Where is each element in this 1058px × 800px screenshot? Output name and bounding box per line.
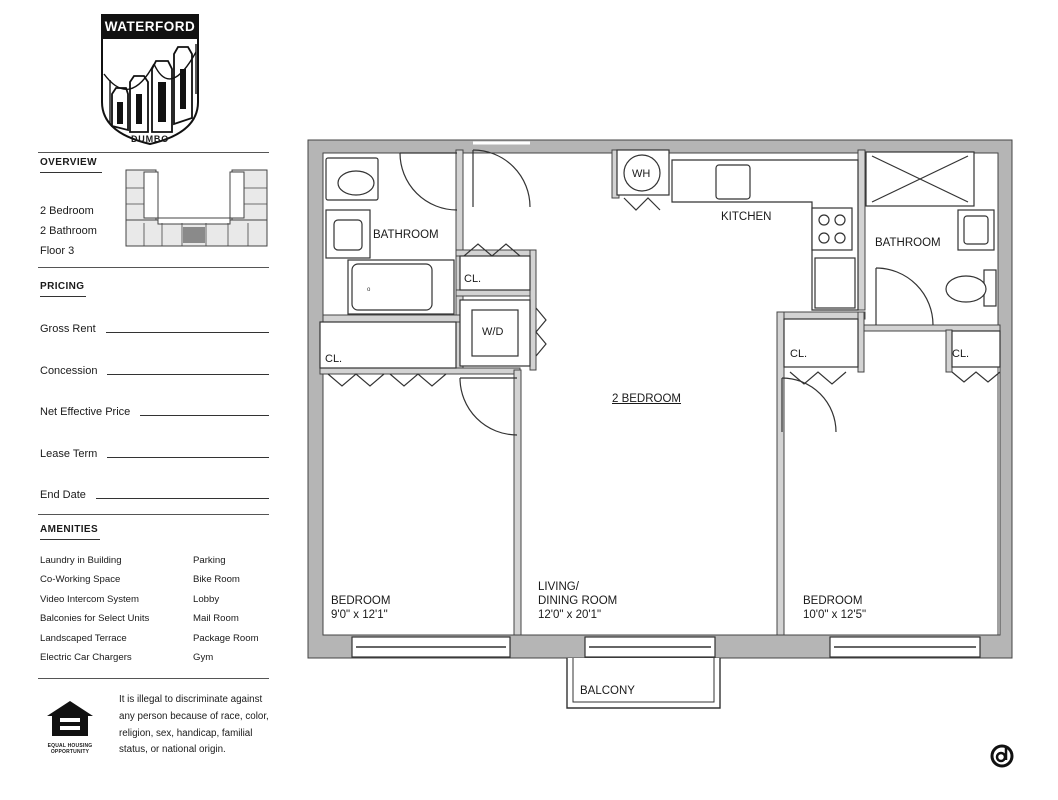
- kitchen-label: KITCHEN: [721, 211, 772, 223]
- living-dims: 12'0" x 20'1": [538, 609, 602, 621]
- amenity-item: Gym: [193, 652, 214, 663]
- lease-term-label: Lease Term: [40, 448, 98, 460]
- water-heater-label: WH: [632, 168, 651, 180]
- bridge-shield-icon: [100, 14, 200, 149]
- end-date-field[interactable]: [40, 485, 269, 501]
- overview-bedrooms: 2 Bedroom: [40, 205, 94, 217]
- fill-line: [96, 498, 269, 499]
- pricing-title: PRICING: [40, 281, 85, 292]
- unit-type-label: 2 BEDROOM: [612, 393, 682, 405]
- fill-line: [107, 457, 269, 458]
- fill-line: [107, 374, 269, 375]
- overview-floor: Floor 3: [40, 245, 75, 257]
- amenity-item: Electric Car Chargers: [40, 652, 132, 663]
- brand-logo: [100, 14, 200, 149]
- divider: [38, 678, 269, 679]
- balcony-label: BALCONY: [580, 685, 635, 697]
- concession-label: Concession: [40, 365, 98, 377]
- eho-line1: EQUAL HOUSING: [47, 743, 93, 749]
- svg-text:o: o: [367, 287, 371, 293]
- washer-dryer-label: W/D: [482, 326, 504, 338]
- fill-line: [140, 415, 269, 416]
- unit-highlight: [183, 227, 205, 243]
- concession-field[interactable]: [40, 361, 269, 377]
- fill-line: [106, 332, 269, 333]
- key-plan-thumbnail: [124, 168, 269, 248]
- divider: [38, 267, 269, 268]
- amenity-item: Balconies for Select Units: [40, 613, 150, 624]
- bath-left-label: BATHROOM: [373, 229, 439, 241]
- closet-label: CL.: [952, 348, 970, 360]
- gross-rent-label: Gross Rent: [40, 323, 96, 335]
- amenity-item: Landscaped Terrace: [40, 633, 127, 644]
- net-effective-label: Net Effective Price: [40, 406, 131, 418]
- bedroom-left-name: BEDROOM: [331, 595, 391, 607]
- amenity-item: Bike Room: [193, 574, 240, 585]
- brand-sub: DUMBO: [131, 134, 169, 144]
- amenity-item: Laundry in Building: [40, 555, 122, 566]
- amenity-item: Co-Working Space: [40, 574, 121, 585]
- end-date-label: End Date: [40, 489, 86, 501]
- living-name-2: DINING ROOM: [538, 595, 618, 607]
- net-effective-field[interactable]: [40, 402, 269, 418]
- bedroom-right-dims: 10'0" x 12'5": [803, 609, 867, 621]
- bedroom-right-name: BEDROOM: [803, 595, 863, 607]
- bedroom-left-dims: 9'0" x 12'1": [331, 609, 388, 621]
- divider: [38, 152, 269, 153]
- divider: [38, 514, 269, 515]
- overview-bathrooms: 2 Bathroom: [40, 225, 97, 237]
- brand-mark-icon: [990, 744, 1014, 768]
- amenity-item: Package Room: [193, 633, 259, 644]
- amenity-item: Lobby: [193, 594, 220, 605]
- amenity-item: Video Intercom System: [40, 594, 140, 605]
- title-underline: [40, 539, 100, 540]
- equal-housing-icon: [45, 700, 95, 738]
- legal-notice: It is illegal to discriminate against any person because of race, color, religion, sex, handicap, familial status, or national origin.: [119, 694, 269, 756]
- brand-name: WATERFORD: [104, 19, 196, 34]
- title-underline: [40, 172, 102, 173]
- lease-term-field[interactable]: [40, 444, 269, 460]
- eho-line2: OPPORTUNITY: [50, 749, 90, 755]
- equal-housing-logo: [40, 700, 100, 755]
- amenity-item: Mail Room: [193, 613, 239, 624]
- closet-label: CL.: [790, 348, 808, 360]
- bath-right-label: BATHROOM: [875, 237, 941, 249]
- closet-label: CL.: [464, 273, 482, 285]
- floor-plan: [305, 137, 1017, 717]
- amenities-title: AMENITIES: [40, 524, 99, 535]
- living-name: LIVING/: [538, 581, 579, 593]
- overview-title: OVERVIEW: [40, 157, 97, 168]
- title-underline: [40, 296, 86, 297]
- closet-label: CL.: [325, 353, 343, 365]
- amenity-item: Parking: [193, 555, 226, 566]
- gross-rent-field[interactable]: [40, 319, 269, 335]
